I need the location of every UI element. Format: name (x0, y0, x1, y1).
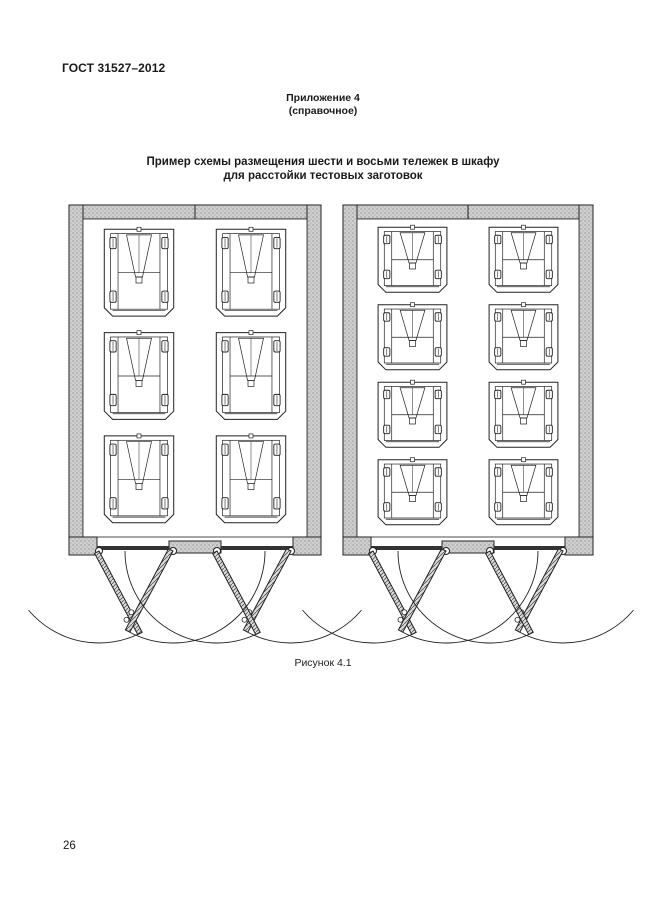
trolley (104, 434, 173, 523)
trolley (216, 227, 285, 316)
trolley (489, 303, 558, 370)
trolley (378, 303, 447, 370)
double-door (303, 537, 634, 643)
figure-heading-line-2: для расстойки тестовых заготовок (223, 170, 423, 182)
cabinet-eight-trolleys (303, 205, 634, 643)
figure-heading-line-1: Пример схемы размещения шести и восьми тележек в шкафу (146, 156, 500, 168)
cabinet-six-trolleys (29, 205, 362, 643)
figure-caption: Рисунок 4.1 (294, 657, 352, 669)
trolley (216, 434, 285, 523)
trolley (216, 331, 285, 420)
trolley (104, 227, 173, 316)
page-number: 26 (63, 840, 76, 852)
double-door (29, 537, 362, 643)
trolley (104, 331, 173, 420)
trolley (489, 380, 558, 447)
trolley (489, 458, 558, 525)
trolley (378, 458, 447, 525)
trolley (378, 225, 447, 292)
trolley (378, 380, 447, 447)
appendix-title: Приложение 4 (286, 92, 360, 104)
appendix-type: (справочное) (288, 105, 358, 117)
standard-code: ГОСТ 31527–2012 (62, 61, 166, 75)
trolley (489, 225, 558, 292)
